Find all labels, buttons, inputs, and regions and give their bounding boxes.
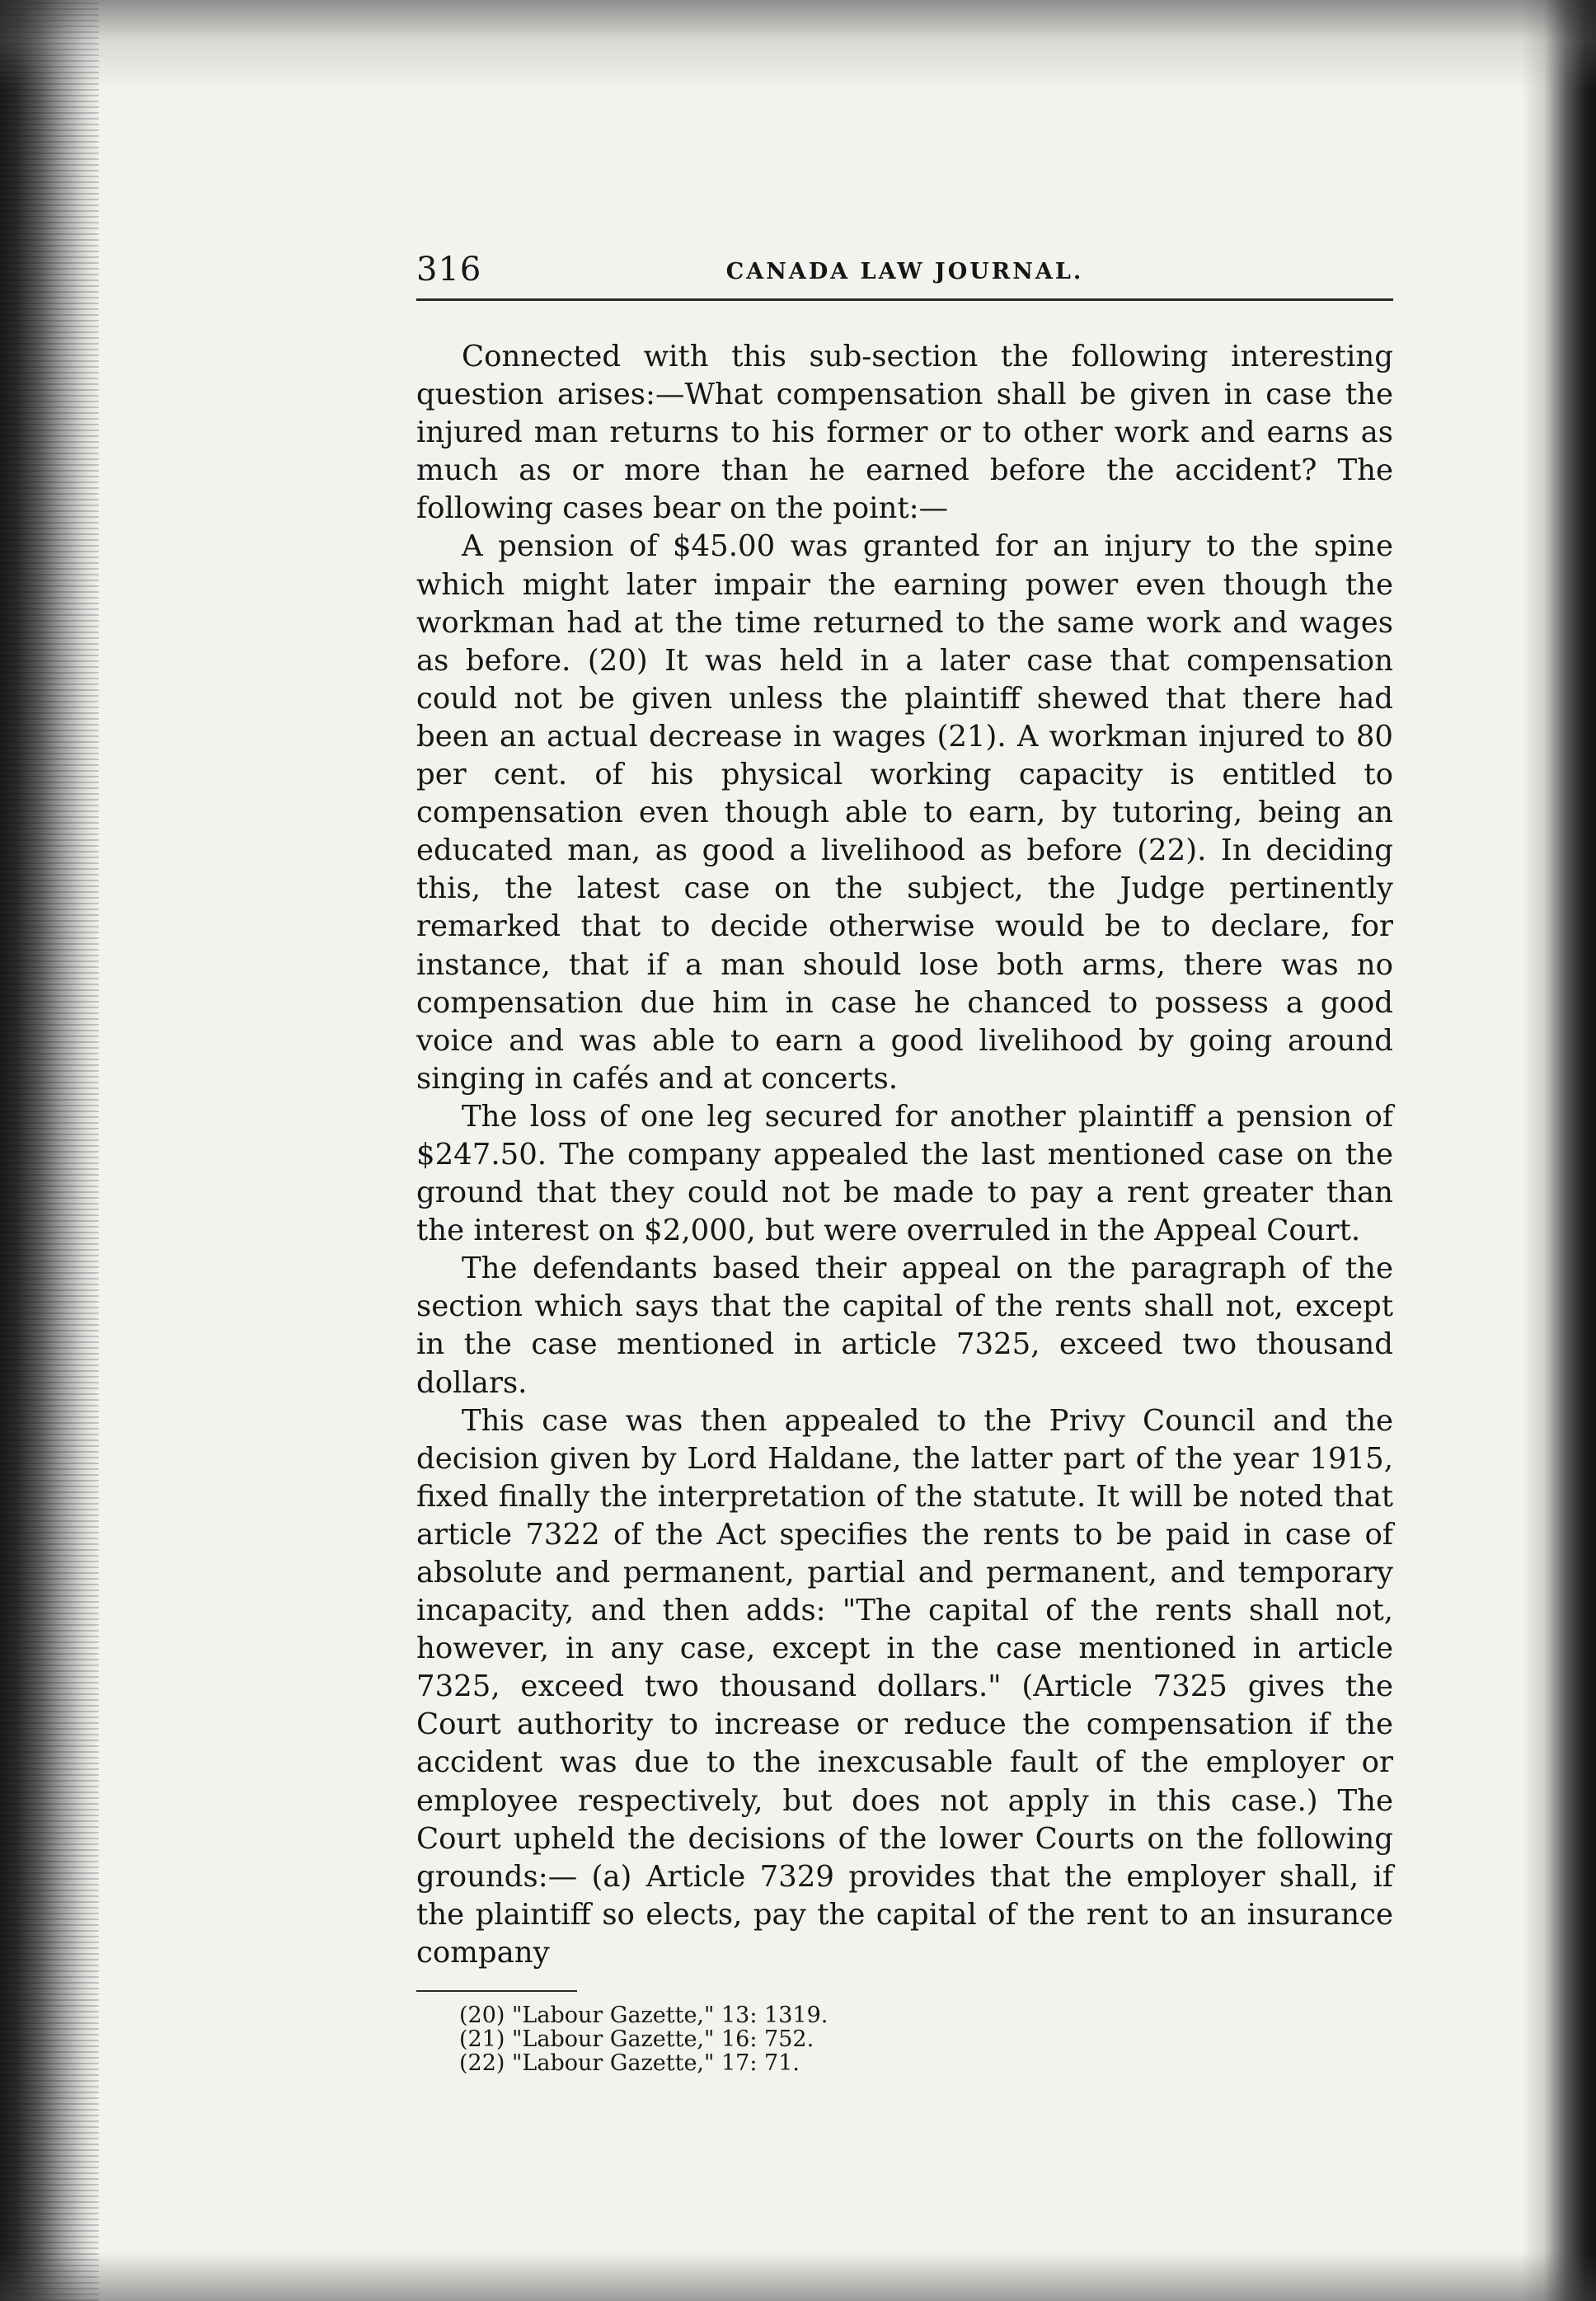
scan-binding-shadow — [0, 0, 99, 2301]
paragraph: The loss of one leg secured for another plaintiff a pension of $247.50. The company appealed the last mentioned case on the ground that they could not be made to pay a rent greater than the interest on $2,000, but were overruled in the Appeal Court. — [416, 1099, 1393, 1248]
footnote: (20) "Labour Gazette," 13: 1319. — [459, 2003, 829, 2029]
footnote-rule — [416, 1990, 577, 1992]
scan-bottom-edge-shadow — [0, 2252, 1596, 2301]
page-number: 316 — [416, 251, 482, 289]
page-header — [416, 247, 1393, 297]
header-rule — [416, 298, 1393, 301]
body-text — [416, 338, 1393, 1972]
paragraph: The defendants based their appeal on the paragraph of the section which says that the capital of the rents shall not, except in the case mentioned in article 7325, exceed two thousand dollars. — [416, 1251, 1393, 1400]
paragraph: A pension of $45.00 was granted for an injury to the spine which might later impair the earning power even though the workman had at the time returned to the same work and wages as before. (20) It was held in a later case that compensation could not be given unless the plaintiff shewed that there had been an actual decrease in wages (21). A workman injured to 80 per cent. of his physical working capacity is entitled to compensation even though able to earn, by tutoring, being an educated man, as good a livelihood as before (22). In deciding this, the latest case on the subject, the Judge pertinently remarked that to decide otherwise would be to declare, for instance, that if a man should lose both arms, there was no compensation due him in case he chanced to possess a good voice and was able to earn a good livelihood by going around singing in cafés and at concerts. — [416, 529, 1393, 1096]
paragraph: This case was then appealed to the Privy Council and the decision given by Lord Haldane, the latter part of the year 1915, fixed finally the interpretation of the statute. It will be noted that article 7322 of the Act specifies the rents to be paid in case of absolute and permanent, partial and permanent, and temporary incapacity, and then adds: "The capital of the rents shall not, however, in any case, except in the case mentioned in article 7325, exceed two thousand dollars." (Article 7325 gives the Court authority to increase or reduce the compensation if the accident was due to the inexcusable fault of the employer or employee respectively, but does not apply in this case.) The Court upheld the decisions of the lower Courts on the following grounds:— (a) Article 7329 provides that the employer shall, if the plaintiff so elects, pay the capital of the rent to an insurance company — [416, 1403, 1393, 1970]
footnotes — [416, 2003, 1393, 2075]
footnote: (21) "Labour Gazette," 16: 752. — [459, 2026, 814, 2053]
running-title: CANADA LAW JOURNAL. — [725, 259, 1084, 284]
book-page — [416, 247, 1393, 2075]
footnote: (22) "Labour Gazette," 17: 71. — [459, 2050, 800, 2077]
paragraph: Connected with this sub-section the following interesting question arises:—What compensation shall be given in case the injured man returns to his former or to other work and earns as much as or more than he earned before the accident? The following cases bear on the point:— — [416, 340, 1393, 526]
scan-top-edge-shadow — [0, 0, 1596, 91]
scan-right-edge-shadow — [1522, 0, 1596, 2301]
